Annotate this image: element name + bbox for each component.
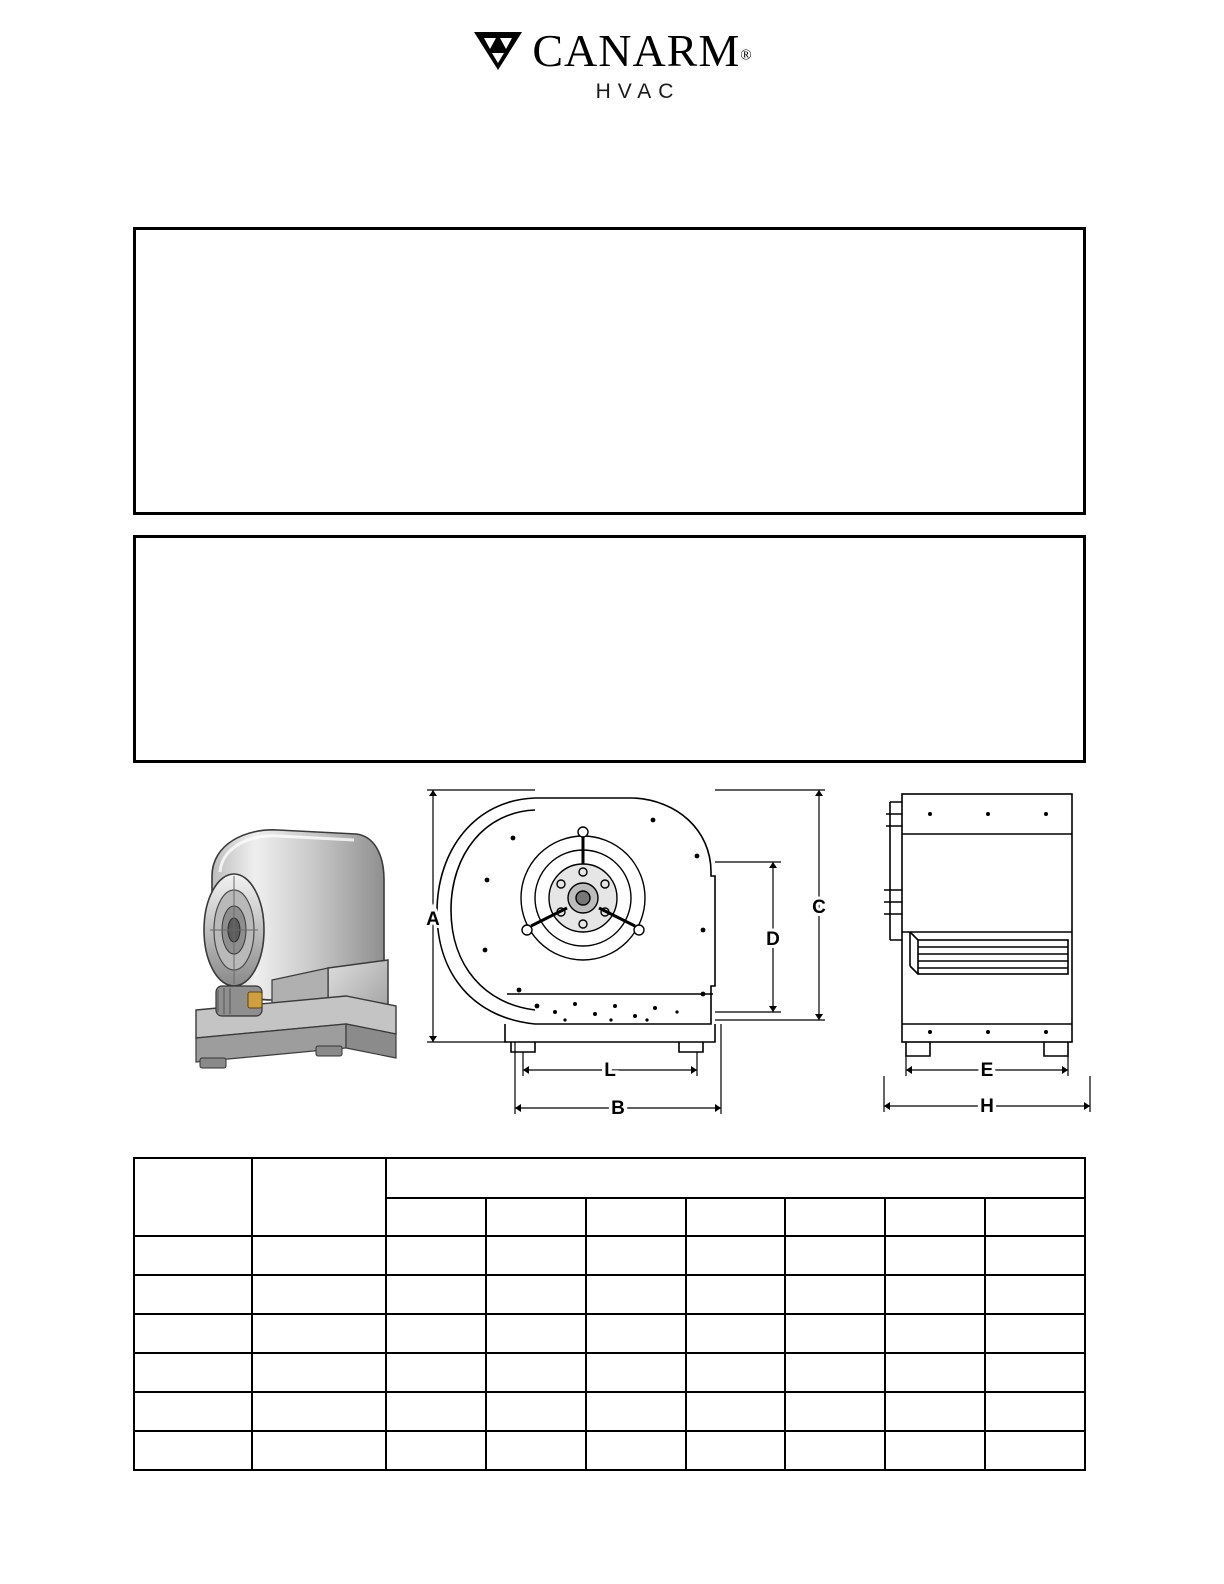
table-header-col-d bbox=[686, 1198, 786, 1236]
cell-h bbox=[885, 1353, 985, 1392]
dimension-label-d: D bbox=[766, 929, 780, 951]
cell-l bbox=[985, 1431, 1085, 1470]
cell-c bbox=[586, 1314, 686, 1353]
blower-side-view bbox=[860, 780, 1120, 1140]
drawing-area bbox=[0, 780, 1224, 1140]
cell-d bbox=[686, 1275, 786, 1314]
table-row bbox=[134, 1431, 1085, 1470]
cell-model bbox=[134, 1392, 252, 1431]
cell-h bbox=[885, 1275, 985, 1314]
cell-e bbox=[785, 1353, 885, 1392]
cell-l bbox=[985, 1275, 1085, 1314]
cell-h bbox=[885, 1314, 985, 1353]
cell-a bbox=[386, 1236, 486, 1275]
cell-a bbox=[386, 1353, 486, 1392]
table-row bbox=[134, 1314, 1085, 1353]
cell-e bbox=[785, 1236, 885, 1275]
cell-wheel bbox=[252, 1392, 386, 1431]
cell-model bbox=[134, 1431, 252, 1470]
cell-l bbox=[985, 1236, 1085, 1275]
cell-h bbox=[885, 1431, 985, 1470]
dimension-label-b: B bbox=[611, 1098, 625, 1120]
table-row bbox=[134, 1353, 1085, 1392]
cell-c bbox=[586, 1236, 686, 1275]
cell-a bbox=[386, 1275, 486, 1314]
cell-c bbox=[586, 1275, 686, 1314]
table-header-wheel bbox=[252, 1158, 386, 1236]
dimension-label-h: H bbox=[980, 1096, 994, 1118]
cell-wheel bbox=[252, 1353, 386, 1392]
cell-e bbox=[785, 1275, 885, 1314]
logo-row bbox=[472, 25, 752, 76]
cell-a bbox=[386, 1314, 486, 1353]
cell-c bbox=[586, 1353, 686, 1392]
logo-registered-mark: ® bbox=[740, 47, 752, 64]
dimension-label-l: L bbox=[604, 1060, 616, 1082]
table-header-col-l bbox=[985, 1198, 1085, 1236]
table-header-col-h bbox=[885, 1198, 985, 1236]
notes-title bbox=[136, 564, 1083, 578]
cell-d bbox=[686, 1392, 786, 1431]
cell-wheel bbox=[252, 1275, 386, 1314]
dimension-label-c: C bbox=[812, 897, 826, 919]
cell-model bbox=[134, 1314, 252, 1353]
cell-d bbox=[686, 1236, 786, 1275]
cell-a bbox=[386, 1392, 486, 1431]
logo-subtitle: HVAC bbox=[595, 80, 681, 103]
cell-e bbox=[785, 1431, 885, 1470]
cell-d bbox=[686, 1314, 786, 1353]
cell-b bbox=[486, 1353, 586, 1392]
dimension-label-e: E bbox=[980, 1060, 994, 1082]
cell-wheel bbox=[252, 1431, 386, 1470]
canarm-chevron-logo-icon bbox=[472, 29, 524, 73]
table-header-col-b bbox=[486, 1198, 586, 1236]
specifications-box bbox=[133, 227, 1086, 515]
dimensions-table bbox=[133, 1157, 1086, 1471]
notes-box bbox=[133, 535, 1086, 763]
cell-l bbox=[985, 1314, 1085, 1353]
cell-d bbox=[686, 1431, 786, 1470]
cell-c bbox=[586, 1392, 686, 1431]
blower-front-view bbox=[415, 780, 835, 1140]
table-header-model bbox=[134, 1158, 252, 1236]
blower-product-photo bbox=[160, 810, 410, 1100]
specifications-title bbox=[136, 256, 1083, 270]
cell-c bbox=[586, 1431, 686, 1470]
cell-l bbox=[985, 1353, 1085, 1392]
cell-model bbox=[134, 1236, 252, 1275]
table-header-col-e bbox=[785, 1198, 885, 1236]
cell-e bbox=[785, 1314, 885, 1353]
dimension-label-a: A bbox=[426, 909, 440, 931]
table-row bbox=[134, 1275, 1085, 1314]
cell-model bbox=[134, 1353, 252, 1392]
table-header-col-a bbox=[386, 1198, 486, 1236]
brand-logo bbox=[0, 25, 1224, 104]
cell-e bbox=[785, 1392, 885, 1431]
cell-b bbox=[486, 1431, 586, 1470]
table-row bbox=[134, 1392, 1085, 1431]
cell-b bbox=[486, 1314, 586, 1353]
cell-wheel bbox=[252, 1236, 386, 1275]
cell-h bbox=[885, 1236, 985, 1275]
cell-d bbox=[686, 1353, 786, 1392]
cell-l bbox=[985, 1392, 1085, 1431]
cell-b bbox=[486, 1392, 586, 1431]
table-header-dimensions-group bbox=[386, 1158, 1085, 1198]
cell-a bbox=[386, 1431, 486, 1470]
cell-b bbox=[486, 1236, 586, 1275]
table-header-col-c bbox=[586, 1198, 686, 1236]
cell-wheel bbox=[252, 1314, 386, 1353]
cell-model bbox=[134, 1275, 252, 1314]
table-row bbox=[134, 1236, 1085, 1275]
cell-h bbox=[885, 1392, 985, 1431]
cell-b bbox=[486, 1275, 586, 1314]
logo-wordmark: CANARM bbox=[532, 25, 741, 76]
